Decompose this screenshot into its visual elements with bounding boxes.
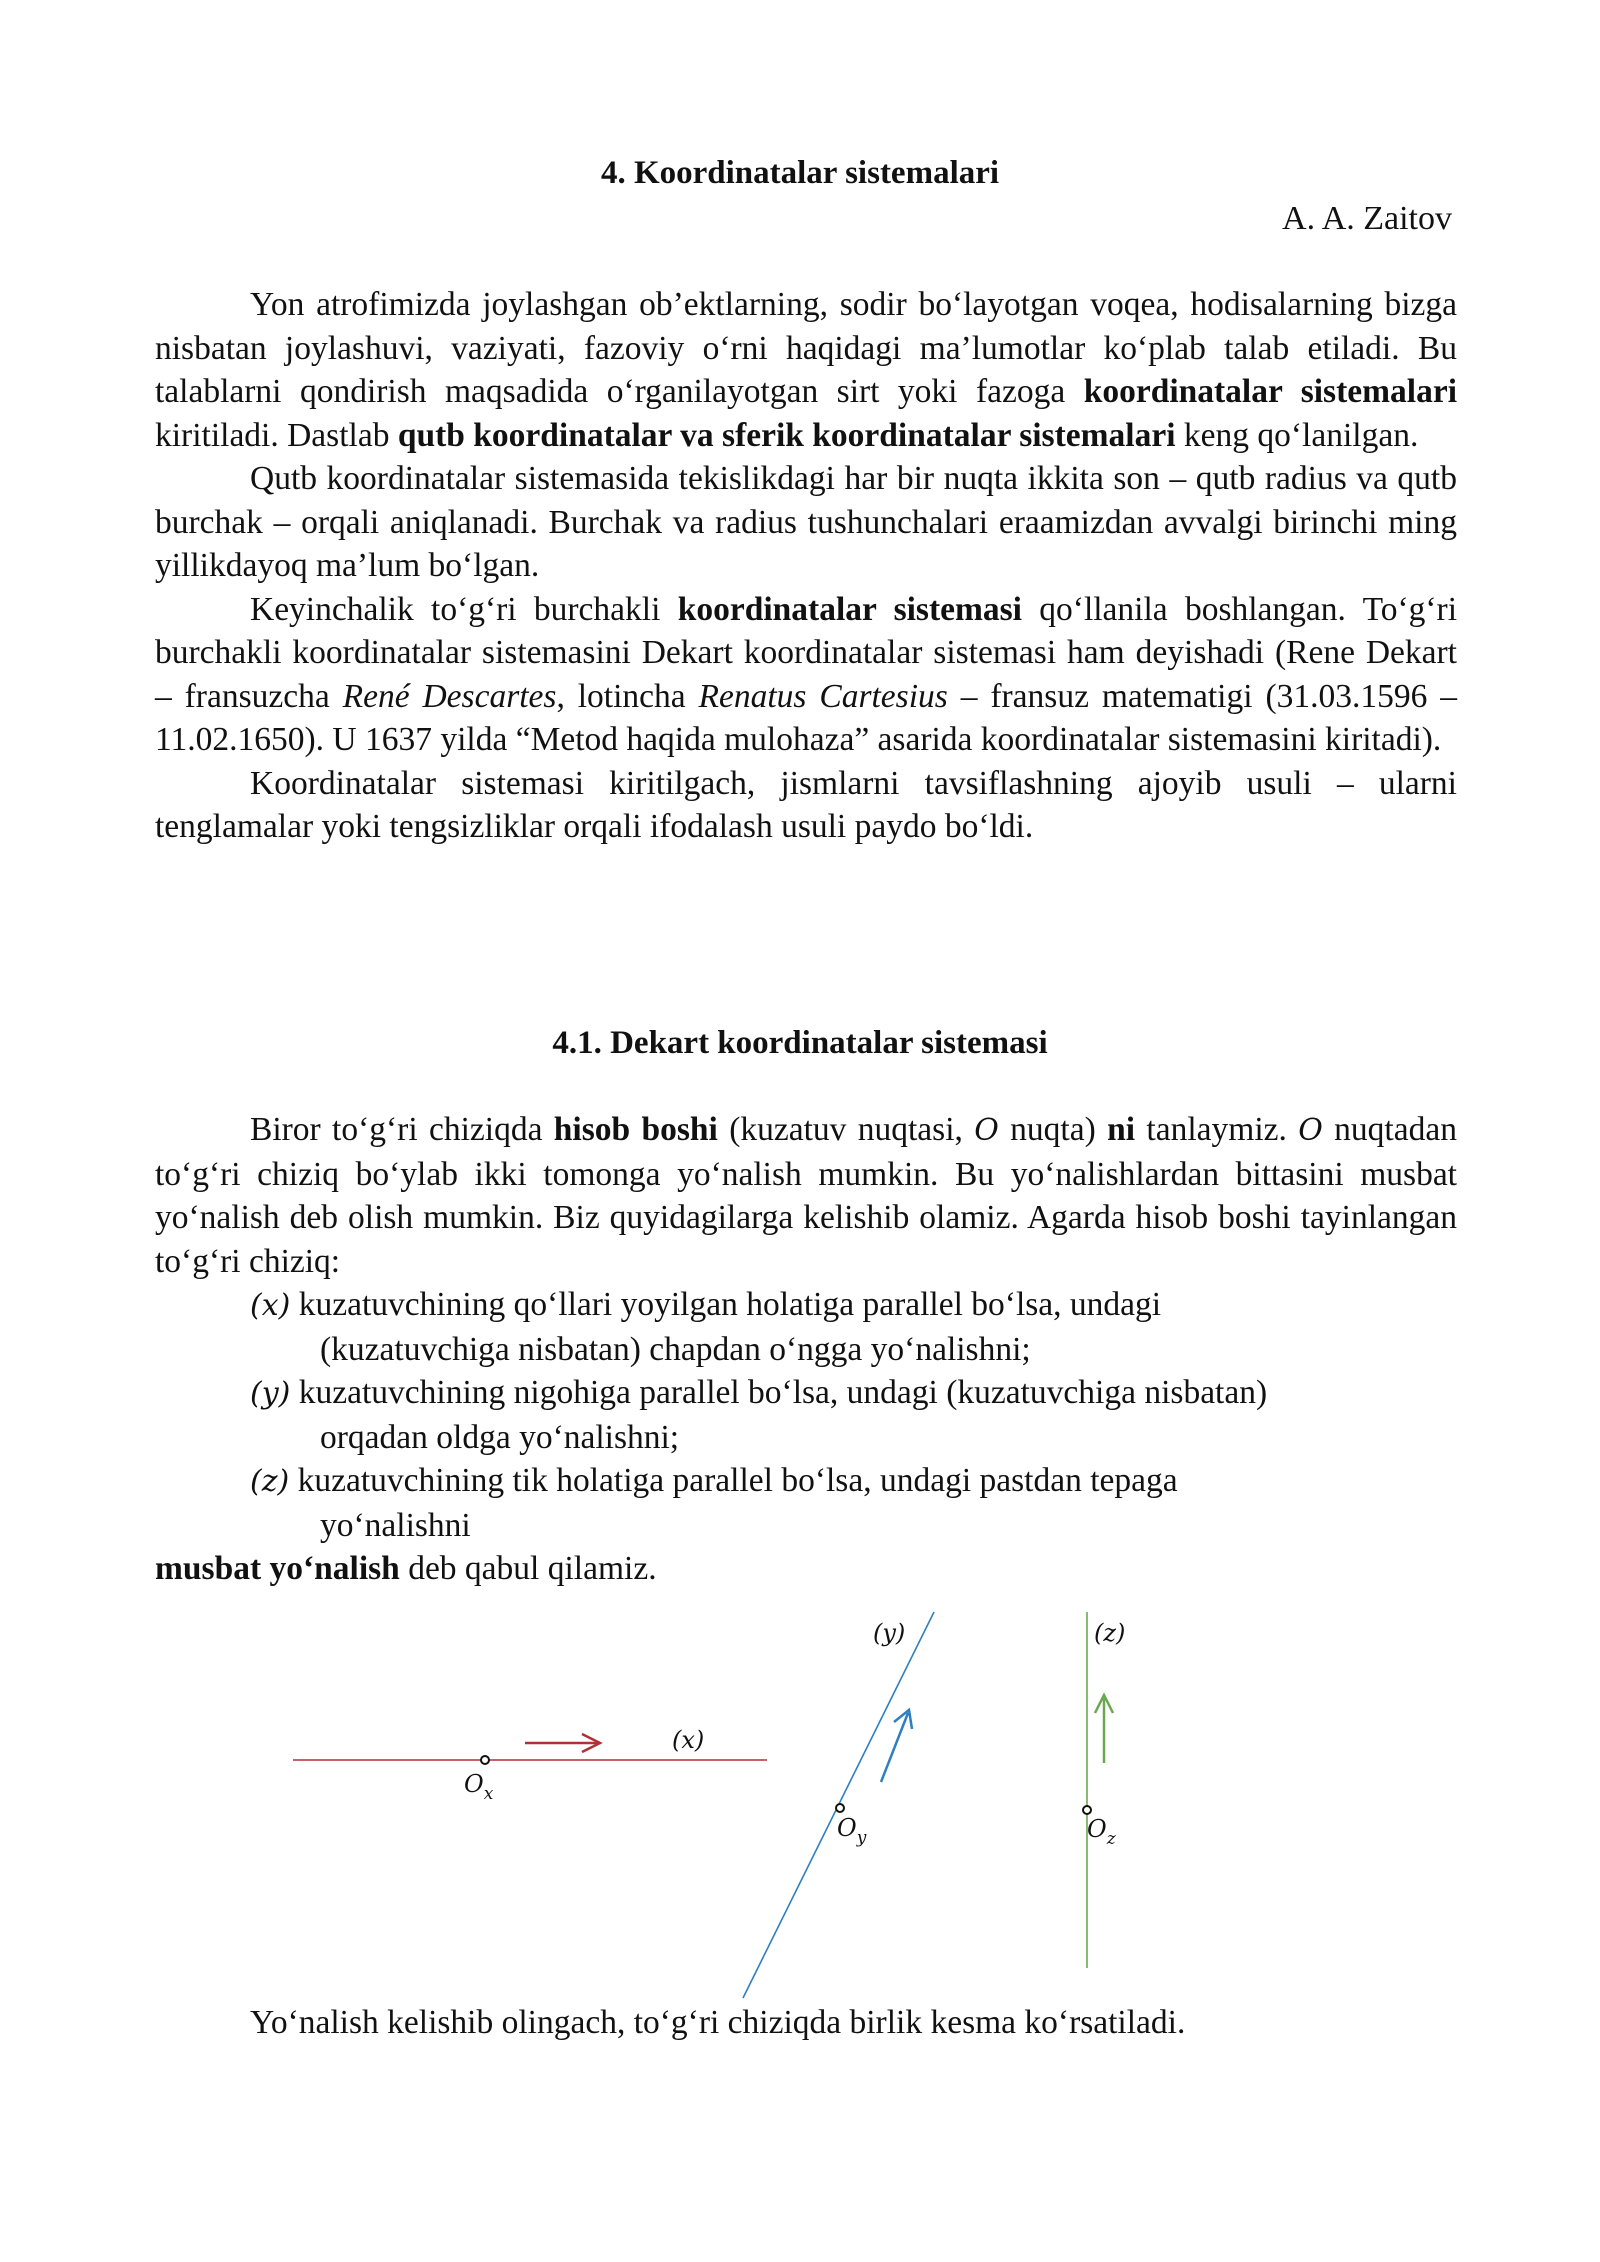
text-run: deb qabul qilamiz.	[399, 1550, 657, 1587]
text-run: tanlaymiz.	[1135, 1111, 1299, 1148]
origin-letter: O	[1087, 1815, 1107, 1843]
origin-point-x	[481, 1756, 489, 1764]
text-run: kuzatuvchining tik holatiga parallel bo‘lsa, undagi pastdan tepaga	[289, 1462, 1178, 1499]
intro-paragraph-3	[155, 588, 1457, 762]
origin-subscript: z	[1106, 1829, 1116, 1849]
text-run: nuqta)	[998, 1111, 1108, 1148]
origin-subscript: x	[483, 1784, 494, 1804]
list-item-y	[155, 1371, 1457, 1459]
text-run: , lotincha	[556, 677, 699, 715]
text-run: keng qo‘lanilgan.	[1175, 416, 1419, 454]
bold-term: ni	[1107, 1111, 1136, 1148]
text-run: kiritiladi. Dastlab	[155, 416, 398, 454]
italic-name: Renatus Cartesius	[698, 677, 948, 715]
bold-term: musbat yo‘nalish	[155, 1550, 400, 1587]
intro-paragraph-2: Qutb koordinatalar sistemasida tekislikdagi har bir nuqta ikkita son – qutb radius va qutb burchak – orqali aniqlanadi. Burchak va radius tushunchalari eraamizdan avvalgi birinchi ming yillikdayoq ma’lum bo‘lgan.	[155, 460, 1457, 584]
bold-term: qutb koordinatalar va sferik koordinatalar sistemalari	[397, 416, 1176, 454]
origin-x-label	[464, 1770, 494, 1804]
text-run: yo‘nalishni	[320, 1506, 471, 1544]
origin-letter: O	[837, 1814, 857, 1842]
intro-paragraph-4: Koordinatalar sistemasi kiritilgach, jismlarni tavsiflashning ajoyib usuli – ularni tenglamalar yoki tengsizliklar orqali ifodalash usuli paydo bo‘ldi.	[155, 764, 1457, 845]
math-symbol: O	[1298, 1113, 1323, 1148]
closing-sentence: Yo‘nalish kelishib olingach, to‘g‘ri chiziqda birlik kesma ko‘rsatiladi.	[250, 2004, 1186, 2041]
origin-z-label	[1087, 1815, 1117, 1849]
text-run: qo‘llanila boshlangan. To‘g‘ri burchakli koordinatalar sistemasini Dekart koordinatalar sistemasi ham deyishadi (Rene Dekart – fransuzcha	[155, 590, 1458, 715]
origin-point-z	[1083, 1806, 1091, 1814]
text-run: (kuzatuv nuqtasi,	[717, 1111, 975, 1148]
author-name: A. A. Zaitov	[1282, 200, 1452, 237]
x-axis-label: (x)	[672, 1726, 705, 1754]
origin-y-label	[837, 1814, 867, 1848]
bold-term: koordinatalar sistemasi	[677, 590, 1022, 628]
origin-point-y	[836, 1804, 844, 1812]
origin-subscript: y	[856, 1828, 867, 1848]
item-tag: (z)	[250, 1464, 290, 1499]
math-symbol: O	[974, 1113, 999, 1148]
conclusion-line	[155, 1547, 1457, 1591]
section-heading: 4.1. Dekart koordinatalar sistemasi	[552, 1025, 1048, 1061]
text-run: Yon atrofimizda joylashgan ob’ektlarning, sodir bo‘layotgan voqea, hodisalarning bizga nisbatan joylashuvi, vaziyati, fazoviy o‘rni haqidagi ma’lumotlar ko‘plab talab etiladi. Bu talablarni qondirish maqsadida o‘rganilayotgan sirt yoki fazoga	[155, 286, 1457, 410]
item-tag: (y)	[250, 1376, 291, 1411]
y-axis-label: (y)	[873, 1619, 906, 1647]
chapter-heading: 4. Koordinatalar sistemalari	[600, 155, 1000, 191]
bold-term: koordinatalar sistemalari	[1083, 373, 1457, 410]
list-item-z	[155, 1459, 1457, 1547]
intro-paragraph-1	[155, 283, 1457, 457]
text-run: orqadan oldga yo‘nalishni;	[320, 1418, 680, 1456]
item-tag: (x)	[250, 1288, 291, 1323]
text-run: kuzatuvchining nigohiga parallel bo‘lsa, undagi (kuzatuvchiga nisbatan)	[290, 1374, 1268, 1411]
text-run: Keyinchalik to‘g‘ri burchakli	[250, 590, 678, 628]
list-item-x	[155, 1283, 1457, 1371]
text-run: (kuzatuvchiga nisbatan) chapdan o‘ngga yo‘nalishni;	[320, 1330, 1031, 1368]
intro-text	[155, 283, 1457, 849]
axes-figure	[0, 1600, 1600, 2000]
z-axis-label: (z)	[1094, 1619, 1126, 1647]
y-direction-arrow	[881, 1713, 908, 1782]
italic-name: René Descartes	[342, 677, 557, 715]
bold-term: hisob boshi	[553, 1111, 718, 1148]
section-paragraph-1	[155, 1108, 1457, 1283]
text-run: Biror to‘g‘ri chiziqda	[250, 1111, 554, 1148]
text-run: – fransuz matematigi (31.03.1596 – 11.02.1650). U 1637 yilda “Metod haqida mulohaza” asarida koordinatalar sistemasini kiritadi).	[155, 677, 1457, 758]
section-text	[155, 1108, 1457, 1591]
text-run: nuqtadan to‘g‘ri chiziq bo‘ylab ikki tomonga yo‘nalish mumkin. Bu yo‘nalishlardan bittasini musbat yo‘nalish deb olish mumkin. Biz quyidagilarga kelishib olamiz. Agarda hisob boshi tayinlangan to‘g‘ri chiziq:	[155, 1111, 1457, 1280]
origin-letter: O	[464, 1770, 484, 1798]
text-run: kuzatuvchining qo‘llari yoyilgan holatiga parallel bo‘lsa, undagi	[290, 1286, 1162, 1323]
